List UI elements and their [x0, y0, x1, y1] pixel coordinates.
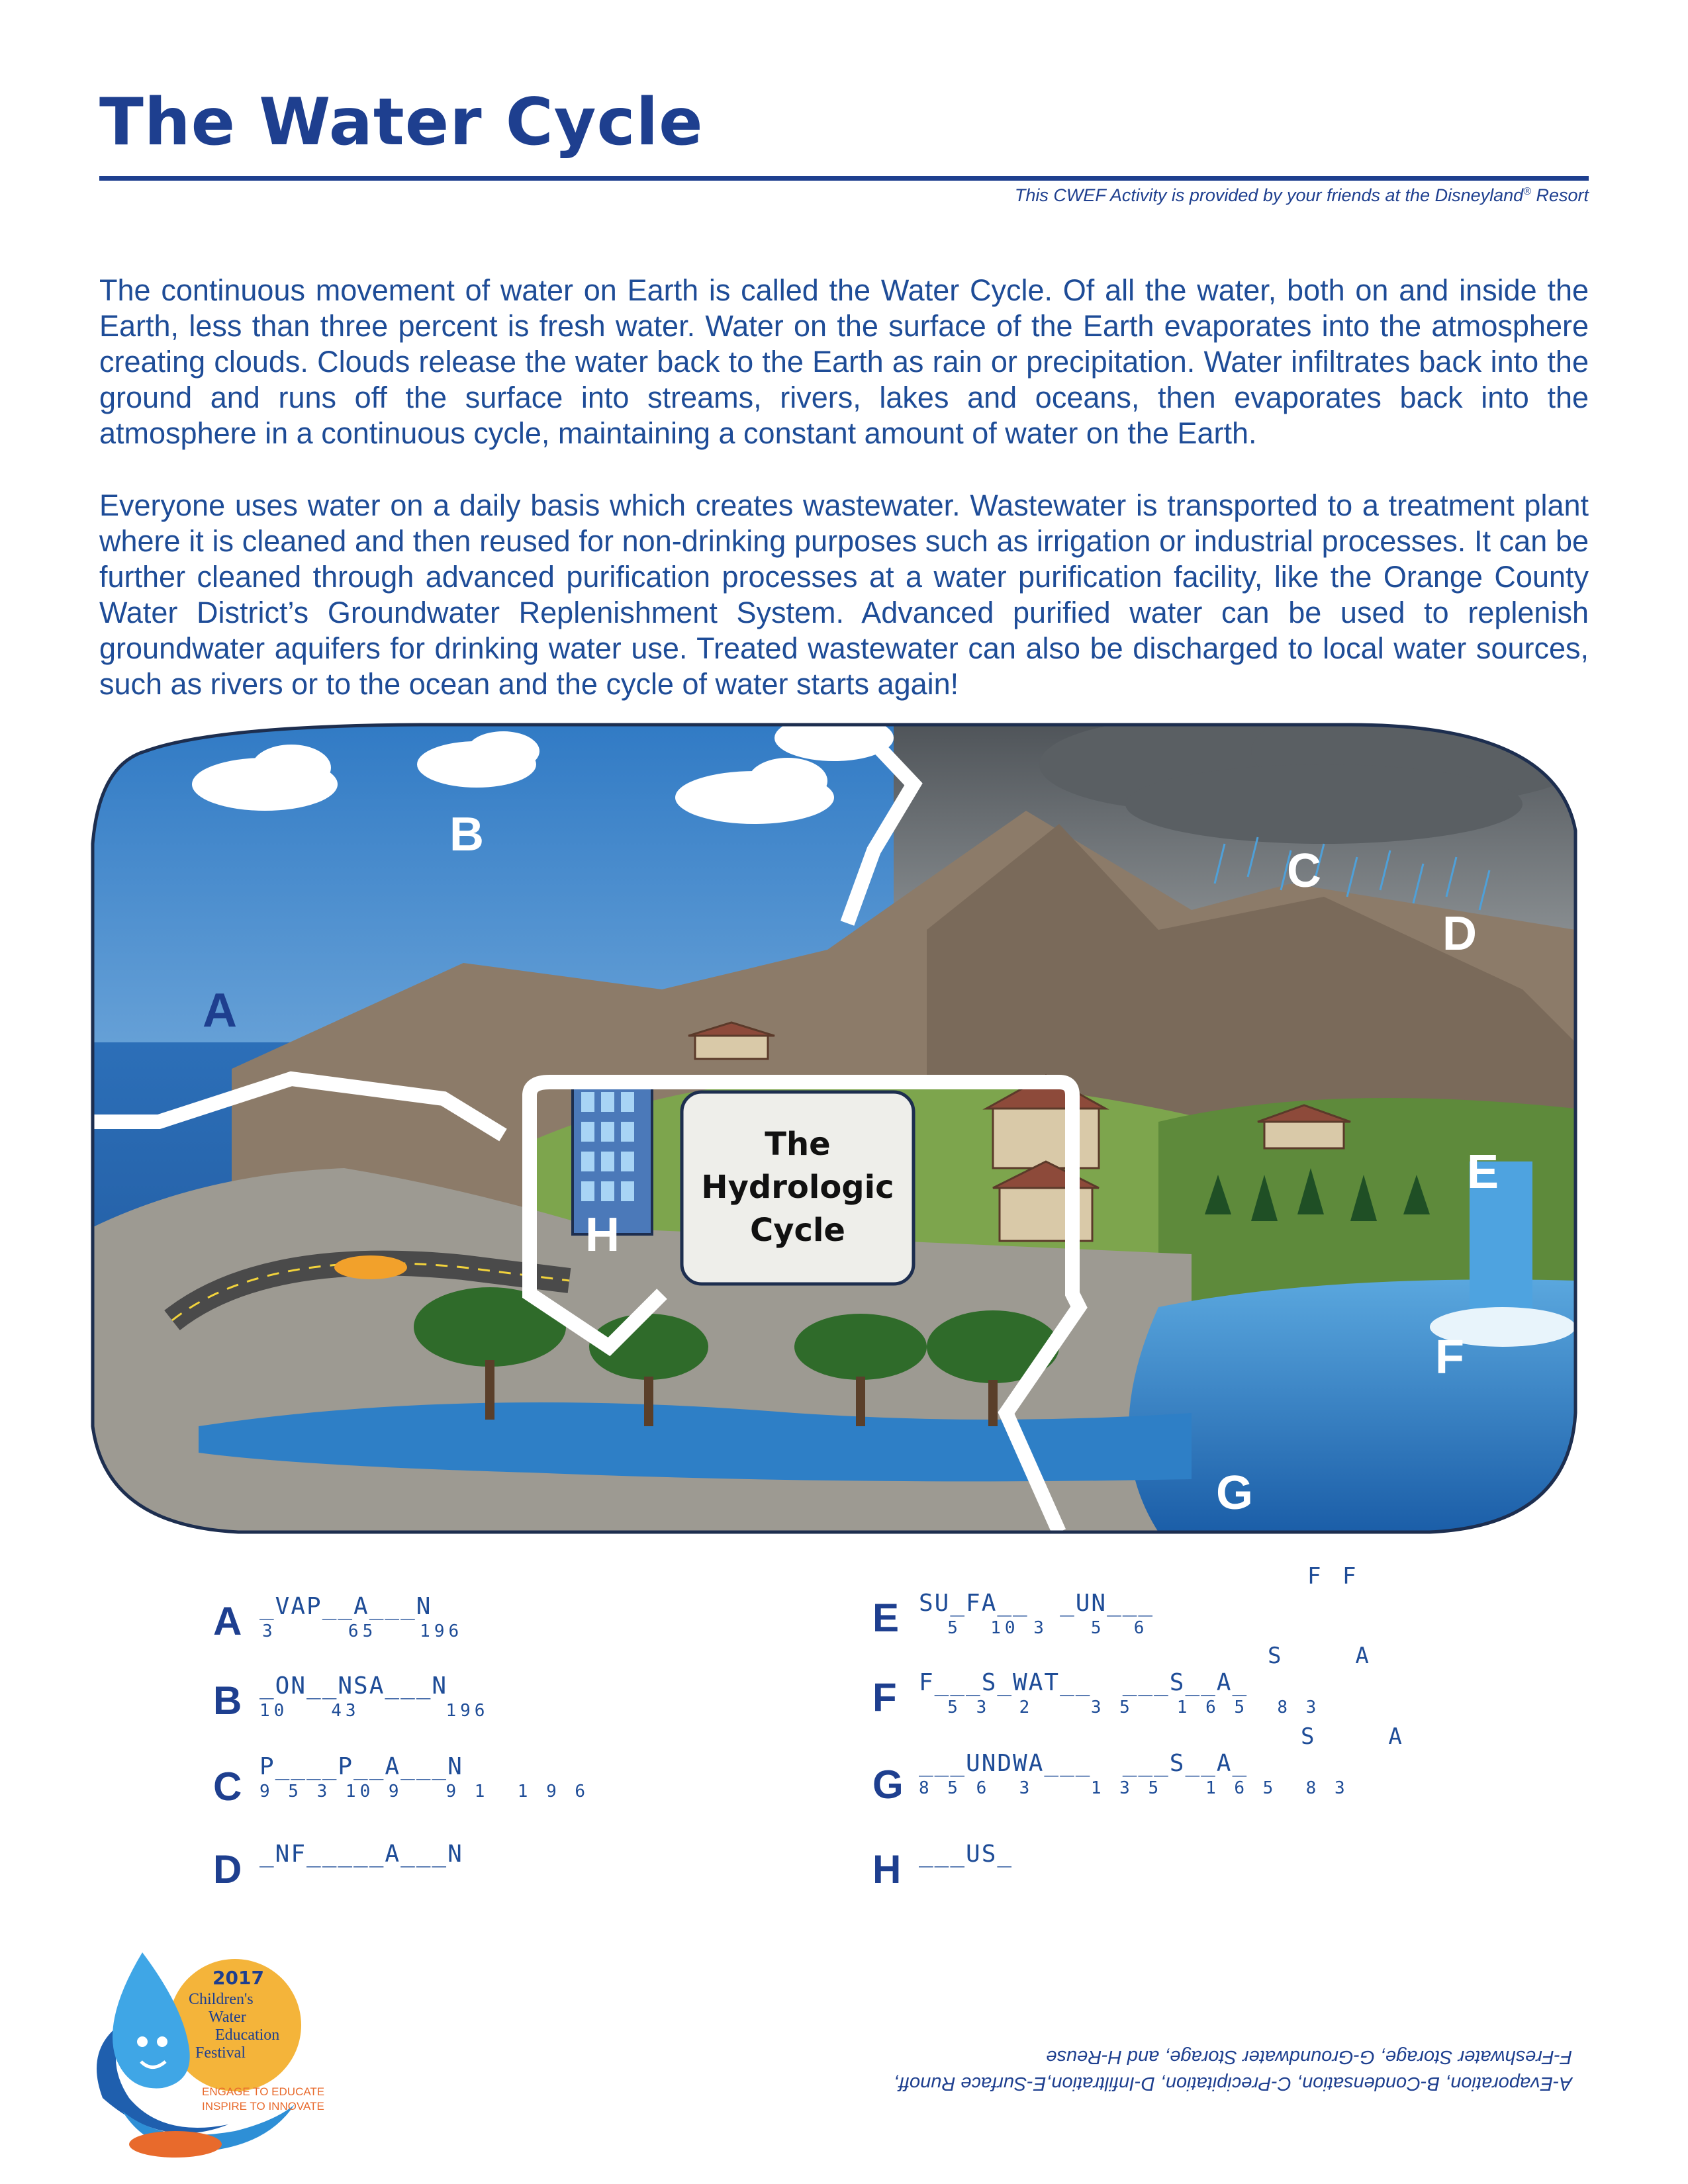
puzzle-h-letter: H: [872, 1847, 902, 1891]
puzzle-c-letter: C: [213, 1764, 242, 1809]
page-title: The Water Cycle: [99, 85, 704, 160]
intro-paragraph-2: Everyone uses water on a daily basis which creates wastewater. Wastewater is transported to a treatment plant where it is cleaned and then reused for non-drinking purposes such as irrigation or industrial processes. It can be further cleaned through advanced purification processes at a water purification facility, like the Orange County Water District’s Groundwater Replenishment System. Advanced purified water can be used to replenish groundwater aquifers for drinking water use. Treated wastewater can also be discharged to local water sources, such as rivers or to the ocean and the cycle of water starts again!: [99, 488, 1589, 701]
puzzle-h-blanks[interactable]: ___US_: [919, 1841, 1013, 1868]
festival-logo: [76, 1946, 354, 2164]
puzzle-a-letter: A: [213, 1599, 242, 1643]
puzzle-b-letter: B: [213, 1678, 242, 1723]
puzzle-g-numbers: 8 5 6 3 1 3 5 1 6 5 8 3: [919, 1778, 1349, 1798]
center-title-line-1: The: [765, 1126, 831, 1163]
label-b: B: [449, 808, 484, 861]
center-title-line-2: Hydrologic: [701, 1169, 894, 1206]
answer-line-1: A-Evaporation, B-Condensation, C-Precipitation, D-Infiltration,E-Surface Runoff,: [893, 2073, 1572, 2094]
logo-line-4: Festival: [195, 2044, 246, 2062]
center-title-line-3: Cycle: [750, 1212, 845, 1249]
logo-tagline-2: INSPIRE TO INNOVATE: [202, 2100, 324, 2113]
label-c: C: [1287, 844, 1321, 897]
credit-text: This CWEF Activity is provided by your friends at the Disneyland: [1014, 185, 1524, 205]
puzzle-e-blanks[interactable]: SU_FA__ _UN___: [919, 1590, 1154, 1617]
puzzle-a-blanks[interactable]: _VAP__A___N: [259, 1593, 432, 1620]
label-h: H: [585, 1208, 620, 1261]
puzzle-c-numbers: 9 5 3 10 9 9 1 1 9 6: [259, 1782, 590, 1801]
puzzle-g-top-letters: S A: [1301, 1723, 1406, 1750]
puzzle-c-blanks[interactable]: P____P__A___N: [259, 1753, 463, 1780]
label-g: G: [1215, 1467, 1254, 1520]
puzzle-f-blanks[interactable]: F___S_WAT__ ___S__A_: [919, 1669, 1248, 1696]
puzzle-b-numbers: 10 43 196: [259, 1701, 489, 1721]
logo-line-2: Water: [209, 2009, 246, 2026]
puzzle-e-top-letters: F F: [1307, 1563, 1360, 1590]
sponsor-credit: [1015, 185, 1589, 206]
registered-mark: ®: [1523, 186, 1531, 197]
title-rule: [99, 176, 1589, 181]
puzzle-e-letter: E: [872, 1596, 900, 1640]
puzzle-f-top-letters: S A: [1268, 1643, 1373, 1669]
intro-paragraph-1: The continuous movement of water on Earth is called the Water Cycle. Of all the water, both on and inside the Earth, less than three percent is fresh water. Water on the surface of the Earth evaporates into the atmosphere creating clouds. Clouds release the water back to the Earth as rain or precipitation. Water infiltrates back into the ground and runs off the surface into streams, rivers, lakes and oceans, then evaporates back into the atmosphere in a continuous cycle, maintaining a constant amount of water on the Earth.: [99, 273, 1589, 450]
puzzle-g-blanks[interactable]: ___UNDWA___ ___S__A_: [919, 1750, 1248, 1777]
label-a: A: [203, 984, 237, 1037]
puzzle-f-numbers: 5 3 2 3 5 1 6 5 8 3: [919, 1698, 1321, 1717]
label-f: F: [1435, 1331, 1464, 1384]
puzzle-b-blanks[interactable]: _ON__NSA___N: [259, 1672, 448, 1700]
puzzle-g-letter: G: [872, 1762, 904, 1807]
logo-tagline-1: ENGAGE TO EDUCATE: [202, 2085, 325, 2098]
water-cycle-illustration: [66, 711, 1602, 1555]
logo-line-1: Children's: [189, 1991, 254, 2008]
puzzle-d-blanks[interactable]: _NF_____A___N: [259, 1841, 463, 1868]
credit-end: Resort: [1530, 185, 1589, 205]
puzzle-f-letter: F: [872, 1675, 897, 1719]
puzzle-a-numbers: 3 65 196: [262, 1621, 463, 1641]
puzzle-d-letter: D: [213, 1847, 242, 1891]
answer-key: [854, 2044, 1572, 2097]
label-d: D: [1442, 907, 1477, 960]
puzzle-e-numbers: 5 10 3 5 6: [919, 1618, 1149, 1638]
logo-year: 2017: [212, 1967, 264, 1989]
answer-line-2: F-Freshwater Storage, G-Groundwater Storage, and H-Reuse: [1046, 2046, 1572, 2068]
logo-line-3: Education: [215, 2026, 280, 2044]
label-e: E: [1466, 1146, 1499, 1199]
